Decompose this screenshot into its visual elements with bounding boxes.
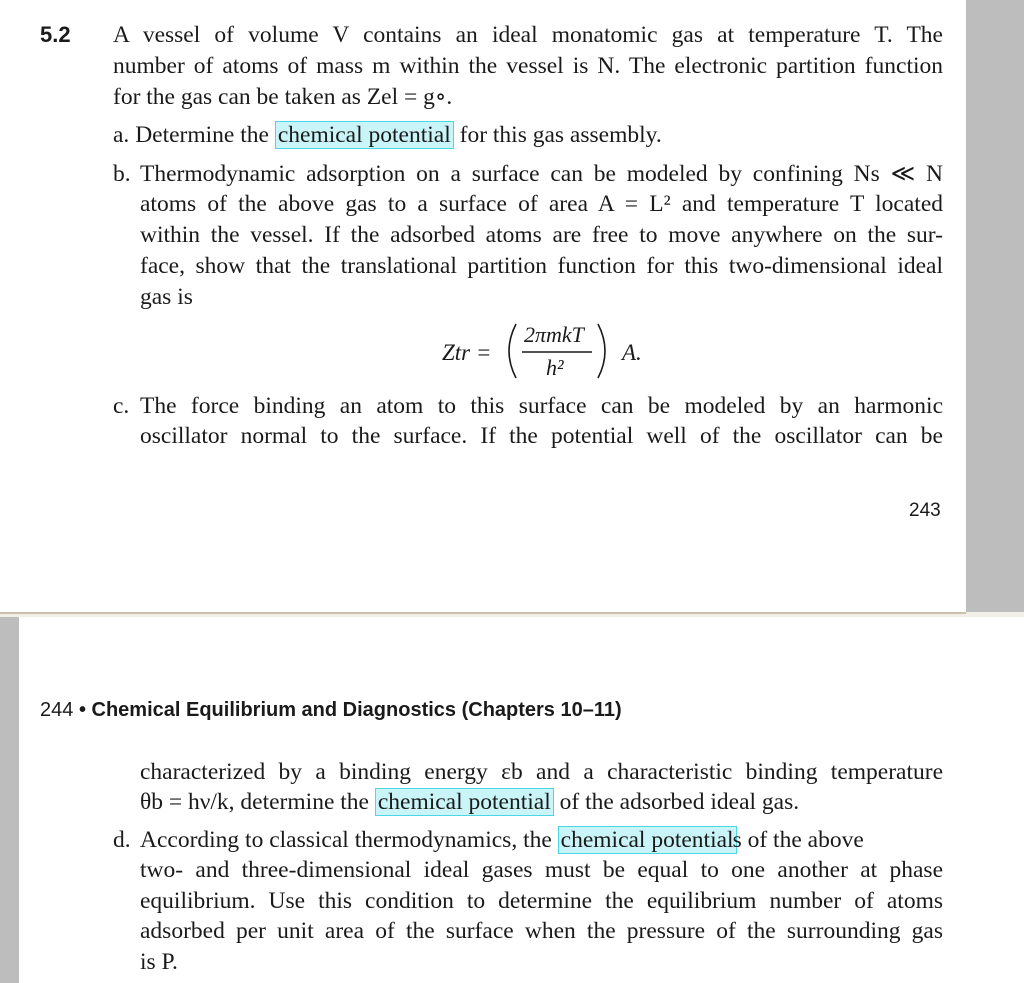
part-b-label: b. [113,161,131,187]
equation-rhs: A. [622,340,642,365]
equation-lhs: Ztr = [442,340,492,365]
part-c-line-3 [140,761,943,785]
part-b-line-3 [140,224,943,248]
part-a [113,124,662,148]
part-d-line-2 [140,859,943,883]
problem-number: 5.2 [40,22,71,47]
part-d-label: d. [113,827,131,853]
part-d-line-1-before: According to classical thermodynamics, the [140,827,552,853]
running-head-bullet: • [78,699,86,721]
running-head-page: 244 [40,699,74,721]
highlight-chemical-potential[interactable]: chemical potential [275,121,454,149]
part-a-label: a. [113,122,130,148]
intro-line-3-text: for the gas can be taken as Zel = g∘. [113,84,453,110]
running-head-title: Chemical Equilibrium and Diagnostics (Chapters 10–11) [91,699,622,721]
part-b-line-1 [140,163,943,187]
intro-line-2-text: number of atoms of mass m within the vessel is N. The electronic partition function [113,53,943,79]
part-d-line-4 [140,920,943,944]
part-c-line-4 [140,791,799,815]
part-c-line-3-text: characterized by a binding energy εb and a characteristic binding temperature [140,759,943,785]
part-d-line-5 [140,951,178,975]
page-divider-line [0,612,966,614]
part-d-line-5-text: is P. [140,949,178,975]
highlight-chemical-potential[interactable]: chemical potential [375,788,554,816]
equation-denominator: h² [546,355,564,380]
equation-numerator: 2πmkT [524,322,584,347]
part-b-line-3-text: within the vessel. If the adsorbed atoms are free to move anywhere on the sur- [140,222,943,248]
part-d-line-1 [140,829,864,853]
viewer-margin-left [0,617,19,983]
part-c-line-4-after: of the adsorbed ideal gas. [559,789,800,815]
intro-line-2 [113,55,943,79]
part-a-text-after: for this gas assembly. [459,122,662,148]
left-paren-icon [509,324,516,378]
part-c-label: c. [113,393,130,419]
part-c-line-4-before: θb = hν/k, determine the [140,789,369,815]
part-b-line-5 [140,286,193,310]
part-d-line-3-text: equilibrium. Use this condition to determine the equilibrium number of atoms [140,888,943,914]
viewer-margin-right [966,0,1024,612]
part-c-line-2 [140,425,943,449]
part-d-line-3 [140,890,943,914]
part-c-line-2-text: oscillator normal to the surface. If the potential well of the oscillator can be [140,423,943,449]
page-number-243: 243 [909,500,941,521]
part-b-line-2 [140,193,943,217]
intro-line-1 [113,24,943,48]
part-d-line-4-text: adsorbed per unit area of the surface when the pressure of the surrounding gas [140,918,943,944]
part-b-line-5-text: gas is [140,284,193,310]
part-d-line-2-text: two- and three-dimensional ideal gases must be equal to one another at phase [140,857,943,883]
part-b-line-4 [140,255,943,279]
part-b-line-4-text: face, show that the translational partition function for this two-dimensional ideal [140,253,943,279]
intro-line-1-text: A vessel of volume V contains an ideal monatomic gas at temperature T. The [113,22,943,48]
part-d-line-1-after: s of the above [732,827,864,853]
equation-z-tr [440,318,670,384]
highlight-chemical-potential[interactable]: chemical potential [558,826,737,854]
intro-line-3 [113,86,452,110]
part-c-line-1 [140,395,943,419]
part-b-line-2-text: atoms of the above gas to a surface of area A = L² and temperature T located [140,191,943,217]
running-head [40,699,622,722]
part-b-line-1-text: Thermodynamic adsorption on a surface can be modeled by confining Ns ≪ N [140,161,943,187]
part-a-text-before: Determine the [135,122,269,148]
part-c-line-1-text: The force binding an atom to this surface can be modeled by an harmonic [140,393,943,419]
right-paren-icon [598,324,605,378]
